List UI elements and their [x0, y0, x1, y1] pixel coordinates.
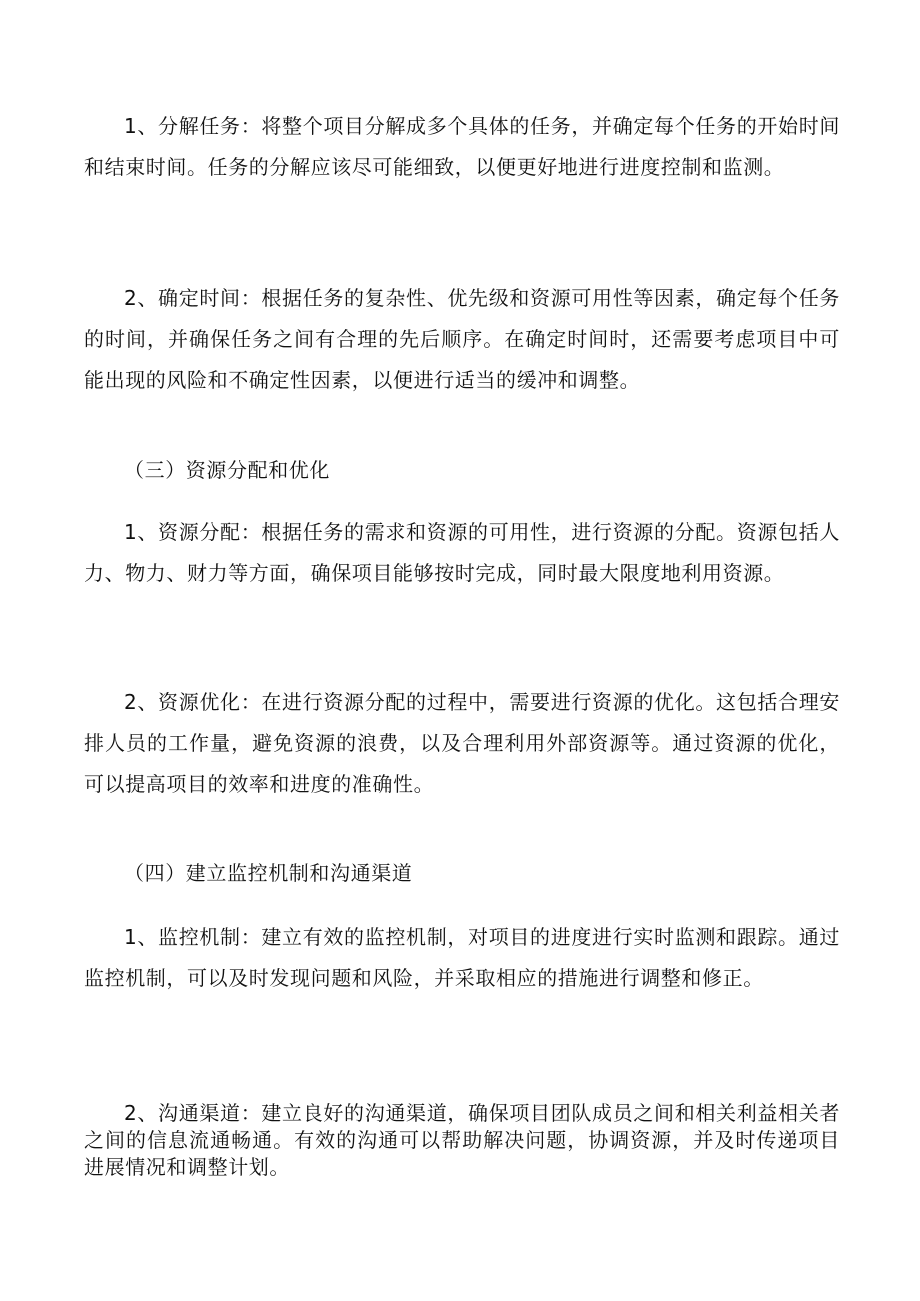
paragraph-monitoring-mechanism: 1、监控机制：建立有效的监控机制，对项目的进度进行实时监测和跟踪。通过监控机制，可以及时发现问题和风险，并采取相应的措施进行调整和修正。	[84, 925, 840, 990]
paragraph-resource-optimization: 2、资源优化：在进行资源分配的过程中，需要进行资源的优化。这包括合理安排人员的工作量，避免资源的浪费，以及合理利用外部资源等。通过资源的优化，可以提高项目的效率和进度的准确性。	[84, 690, 840, 796]
paragraph-resource-allocation: 1、资源分配：根据任务的需求和资源的可用性，进行资源的分配。资源包括人力、物力、财力等方面，确保项目能够按时完成，同时最大限度地利用资源。	[84, 520, 840, 585]
paragraph-set-time: 2、确定时间：根据任务的复杂性、优先级和资源可用性等因素，确定每个任务的时间，并确保任务之间有合理的先后顺序。在确定时间时，还需要考虑项目中可能出现的风险和不确定性因素，以便进行适当的缓冲和调整。	[84, 286, 840, 392]
section-heading-monitoring: （四）建立监控机制和沟通渠道	[124, 861, 413, 885]
paragraph-task-breakdown: 1、分解任务：将整个项目分解成多个具体的任务，并确定每个任务的开始时间和结束时间。任务的分解应该尽可能细致，以便更好地进行进度控制和监测。	[84, 114, 840, 179]
section-heading-resource-allocation: （三）资源分配和优化	[124, 458, 330, 482]
paragraph-communication-channels: 2、沟通渠道：建立良好的沟通渠道，确保项目团队成员之间和相关利益相关者之间的信息流通畅通。有效的沟通可以帮助解决问题，协调资源，并及时传递项目进展情况和调整计划。	[84, 1101, 840, 1179]
